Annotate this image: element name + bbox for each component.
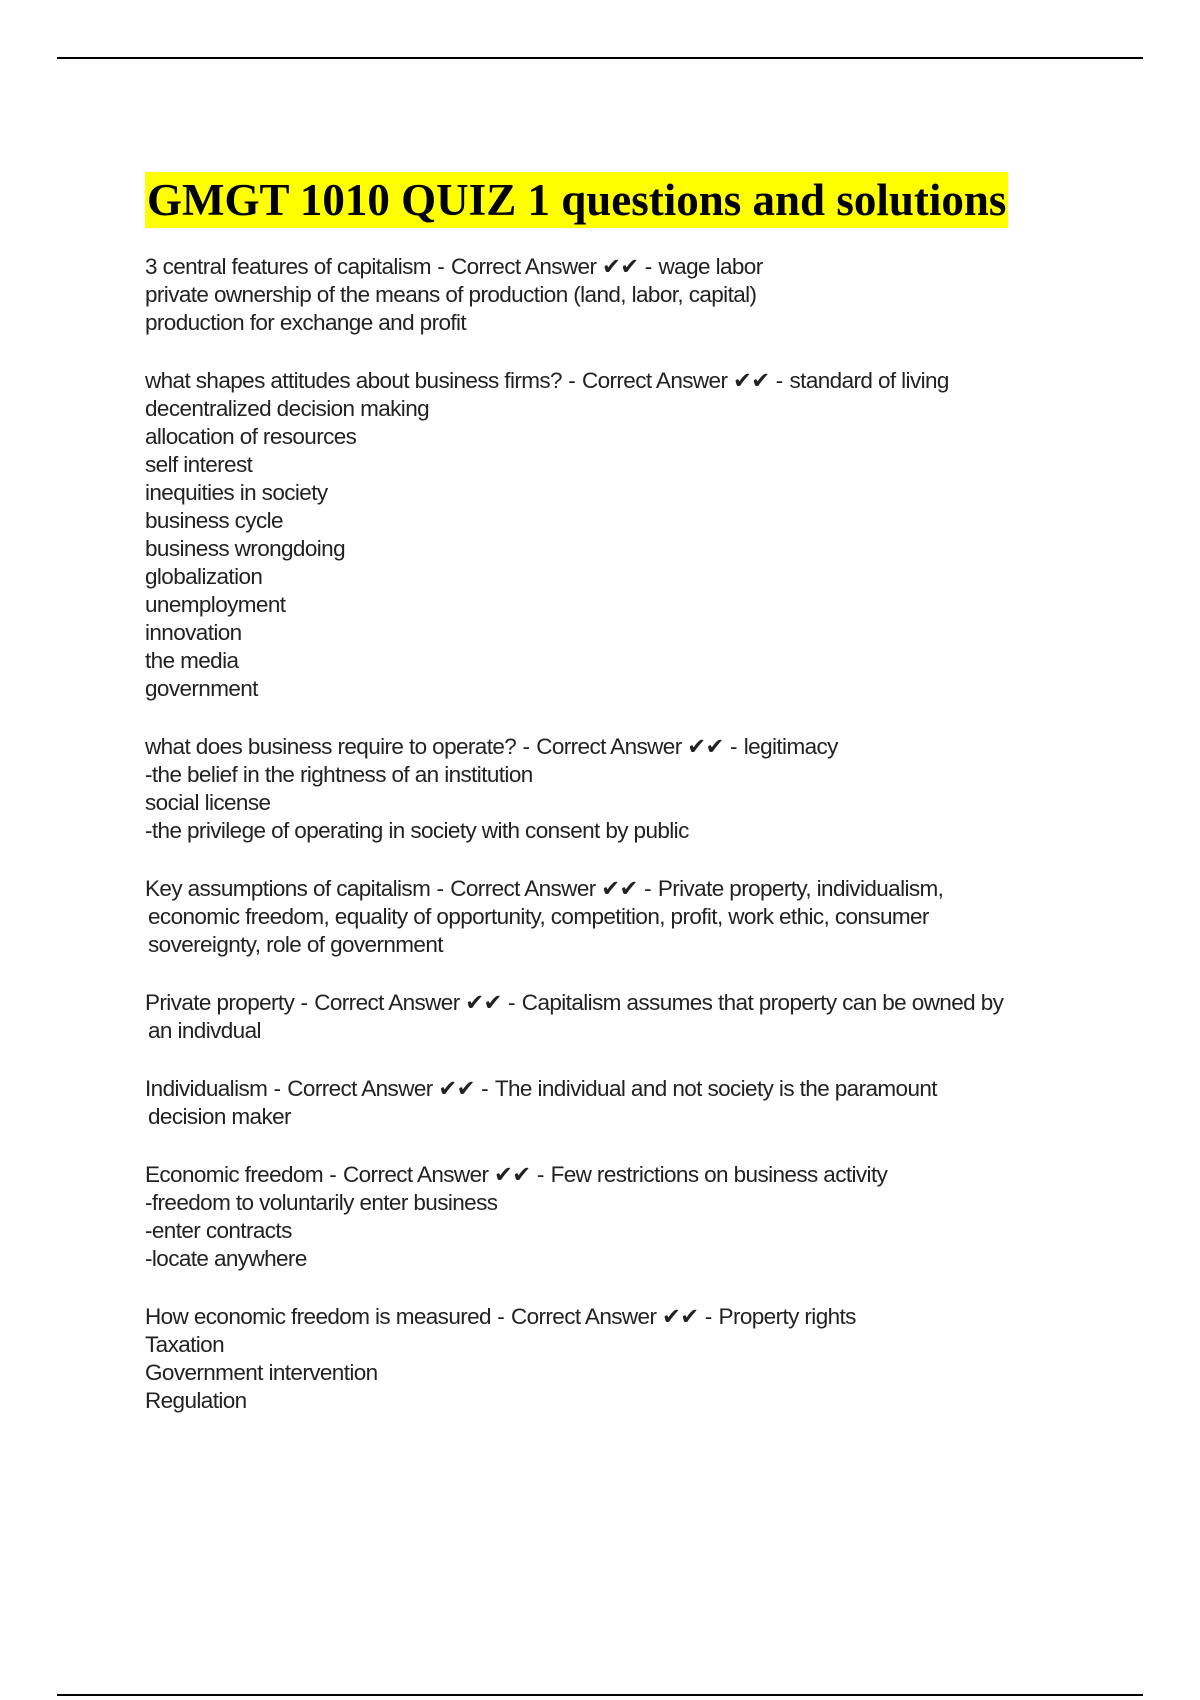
answer-line: business wrongdoing — [145, 536, 345, 561]
answer-label: Correct Answer — [581, 368, 728, 393]
answer-label: Correct Answer — [536, 734, 682, 759]
question-text: Individualism — [145, 1076, 268, 1101]
answer-line: innovation — [145, 620, 242, 645]
document-title: GMGT 1010 QUIZ 1 questions and solutions — [145, 172, 1008, 228]
answer-label: Correct Answer — [342, 1162, 489, 1187]
check-icon: ✔✔ — [733, 368, 770, 393]
answer-text: Property rights — [718, 1304, 856, 1329]
answer-line: the media — [145, 648, 239, 673]
answer-line: decentralized decision making — [145, 396, 430, 421]
answer-line: -enter contracts — [145, 1218, 292, 1243]
answer-line: allocation of resources — [145, 424, 357, 449]
question-text: 3 central features of capitalism — [145, 254, 431, 279]
question-text: what shapes attitudes about business firms? — [145, 368, 562, 393]
qa-first-line: Economic freedom - Correct Answer ✔✔ - Few restrictions on business activity — [145, 1162, 888, 1187]
qa-first-line: what shapes attitudes about business firms? - Correct Answer ✔✔ - standard of living — [145, 368, 949, 393]
answer-line: decision maker — [148, 1104, 291, 1129]
answer-text: wage labor — [658, 254, 763, 279]
answer-line: -the belief in the rightness of an institution — [145, 762, 533, 787]
check-icon: ✔✔ — [438, 1076, 475, 1101]
question-text: Private property — [145, 990, 295, 1015]
answer-text: legitimacy — [743, 734, 838, 759]
document-body — [145, 172, 1105, 1445]
qa-item — [145, 1075, 1105, 1131]
check-icon: ✔✔ — [662, 1304, 699, 1329]
answer-label: Correct Answer — [450, 876, 596, 901]
top-rule — [57, 57, 1143, 59]
qa-first-line: what does business require to operate? - Correct Answer ✔✔ - legitimacy — [145, 734, 838, 759]
bottom-rule — [57, 1694, 1143, 1696]
answer-line: -locate anywhere — [145, 1246, 307, 1271]
question-text: How economic freedom is measured — [145, 1304, 491, 1329]
answer-line: business cycle — [145, 508, 283, 533]
answer-text: The individual and not society is the paramount — [494, 1076, 937, 1101]
answer-line: self interest — [145, 452, 253, 477]
answer-line: Taxation — [145, 1332, 225, 1357]
check-icon: ✔✔ — [687, 734, 724, 759]
answer-text: Capitalism assumes that property can be owned by — [521, 990, 1004, 1015]
check-icon: ✔✔ — [465, 990, 502, 1015]
answer-line: -freedom to voluntarily enter business — [145, 1190, 498, 1215]
answer-text: Few restrictions on business activity — [550, 1162, 888, 1187]
answer-line: globalization — [145, 564, 263, 589]
qa-item — [145, 1303, 1105, 1415]
answer-line: Regulation — [145, 1388, 247, 1413]
answer-label: Correct Answer — [510, 1304, 657, 1329]
answer-line: sovereignty, role of government — [148, 932, 443, 957]
check-icon: ✔✔ — [494, 1162, 531, 1187]
answer-line: government — [145, 676, 258, 701]
check-icon: ✔✔ — [601, 876, 638, 901]
answer-line: economic freedom, equality of opportunity, competition, profit, work ethic, consumer — [148, 904, 929, 929]
question-text: Economic freedom — [145, 1162, 323, 1187]
qa-first-line: Individualism - Correct Answer ✔✔ - The individual and not society is the paramount — [145, 1076, 937, 1101]
qa-item — [145, 367, 1105, 703]
qa-item — [145, 1161, 1105, 1273]
question-text: what does business require to operate? — [145, 734, 517, 759]
answer-label: Correct Answer — [314, 990, 460, 1015]
answer-line: Government intervention — [145, 1360, 378, 1385]
answer-line: social license — [145, 790, 271, 815]
answer-line: private ownership of the means of production (land, labor, capital) — [145, 282, 757, 307]
qa-item — [145, 989, 1105, 1045]
answer-label: Correct Answer — [287, 1076, 433, 1101]
question-text: Key assumptions of capitalism — [145, 876, 431, 901]
answer-text: standard of living — [789, 368, 949, 393]
answer-text: Private property, individualism, — [657, 876, 944, 901]
answer-label: Correct Answer — [450, 254, 597, 279]
answer-line: -the privilege of operating in society with consent by public — [145, 818, 689, 843]
answer-line: inequities in society — [145, 480, 328, 505]
qa-first-line: Private property - Correct Answer ✔✔ - Capitalism assumes that property can be owned by — [145, 990, 1004, 1015]
qa-item — [145, 875, 1105, 959]
answer-line: production for exchange and profit — [145, 310, 467, 335]
check-icon: ✔✔ — [602, 254, 639, 279]
answer-line: an indivdual — [148, 1018, 261, 1043]
answer-line: unemployment — [145, 592, 286, 617]
qa-first-line: 3 central features of capitalism - Correct Answer ✔✔ - wage labor — [145, 254, 763, 279]
qa-first-line: Key assumptions of capitalism - Correct Answer ✔✔ - Private property, individualism, — [145, 876, 944, 901]
qa-item — [145, 733, 1105, 845]
qa-item — [145, 253, 1105, 337]
qa-first-line: How economic freedom is measured - Correct Answer ✔✔ - Property rights — [145, 1304, 856, 1329]
